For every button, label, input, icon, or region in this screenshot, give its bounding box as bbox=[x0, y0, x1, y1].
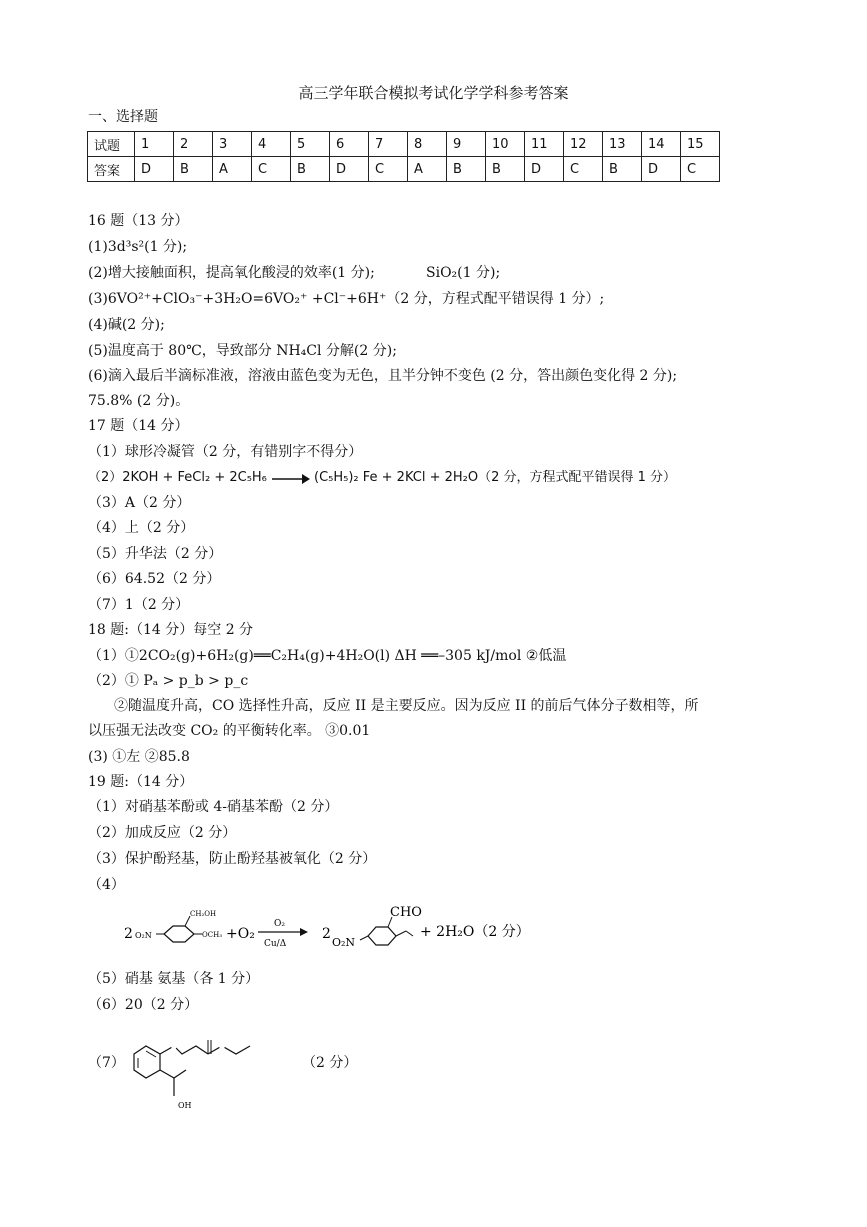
q16-line-3: (3)6VO²⁺+ClO₃⁻+3H₂O=6VO₂⁺ +Cl⁻+6H⁺（2 分，方程式配平错误得 1 分）; bbox=[88, 291, 605, 307]
q17-line-6: （6）64.52（2 分） bbox=[88, 571, 221, 587]
arrow-below-condition: Cu/Δ bbox=[264, 939, 287, 949]
table-cell: B bbox=[174, 157, 213, 182]
q18-line-3: ②随温度升高，CO 选择性升高，反应 II 是主要反应。因为反应 II 的前后气体分子数相等，所 bbox=[114, 698, 699, 714]
plus-oxygen: +O₂ bbox=[226, 926, 255, 942]
q19-line-6: （6）20（2 分） bbox=[88, 997, 199, 1013]
reaction-equation-diagram bbox=[118, 896, 538, 966]
table-cell: 5 bbox=[291, 132, 330, 157]
nitro-group-right: O₂N bbox=[332, 936, 356, 949]
table-header-question: 试题 bbox=[88, 132, 135, 157]
table-row-questions bbox=[88, 132, 720, 157]
table-cell: B bbox=[447, 157, 486, 182]
q16-line-5: (5)温度高于 80℃，导致部分 NH₄Cl 分解(2 分); bbox=[88, 343, 397, 359]
table-cell: 3 bbox=[213, 132, 252, 157]
table-cell: D bbox=[135, 157, 174, 182]
table-cell: C bbox=[369, 157, 408, 182]
q18-line-4: 以压强无法改变 CO₂ 的平衡转化率。 ③0.01 bbox=[88, 723, 371, 739]
reaction-arrow-icon bbox=[270, 472, 310, 486]
table-cell: D bbox=[330, 157, 369, 182]
table-cell: 10 bbox=[486, 132, 525, 157]
coefficient-right: 2 bbox=[322, 926, 331, 942]
q17-heading: 17 题（14 分） bbox=[88, 418, 189, 434]
hydroxymethyl-group: CH₂OH bbox=[190, 910, 217, 918]
q16-line-2a: (2)增大接触面积，提高氧化酸浸的效率(1 分); bbox=[88, 265, 375, 281]
q18-heading: 18 题:（14 分）每空 2 分 bbox=[88, 622, 254, 638]
q18-line-1: （1）①2CO₂(g)+6H₂(g)══C₂H₄(g)+4H₂O(l) ΔH ══–305 kJ/mol ②低温 bbox=[88, 648, 567, 664]
q19-line-7: （7） bbox=[88, 1055, 125, 1071]
table-cell: 13 bbox=[603, 132, 642, 157]
table-cell: 6 bbox=[330, 132, 369, 157]
q16-line-1: (1)3d³s²(1 分); bbox=[88, 239, 188, 255]
section-heading-choice: 一、选择题 bbox=[88, 109, 158, 125]
benzene-ring-reactant bbox=[164, 926, 194, 942]
table-cell: B bbox=[291, 157, 330, 182]
q17-line-5: （5）升华法（2 分） bbox=[88, 546, 223, 562]
q17-line-2b: (C₅H₅)₂ Fe + 2KCl + 2H₂O（2 分，方程式配平错误得 1 分） bbox=[314, 470, 677, 485]
q19-line-3: （3）保护酚羟基，防止酚羟基被氧化（2 分） bbox=[88, 851, 377, 867]
q16-line-6: (6)滴入最后半滴标准液，溶液由蓝色变为无色，且半分钟不变色 (2 分，答出颜色变化得 2 分); bbox=[88, 368, 678, 384]
q19-line-4: （4） bbox=[88, 877, 125, 893]
table-cell: D bbox=[525, 157, 564, 182]
q19-line-1: （1）对硝基苯酚或 4-硝基苯酚（2 分） bbox=[88, 799, 339, 815]
q17-line-7: （7）1（2 分） bbox=[88, 597, 190, 613]
table-cell: C bbox=[681, 157, 720, 182]
table-cell: 2 bbox=[174, 132, 213, 157]
skeletal-structure-diagram bbox=[126, 1016, 276, 1116]
table-cell: 7 bbox=[369, 132, 408, 157]
q18-line-2: （2）① Pₐ > p_b > p_c bbox=[88, 673, 249, 689]
table-cell: C bbox=[564, 157, 603, 182]
table-cell: 9 bbox=[447, 132, 486, 157]
arrow-above-reagent: O₂ bbox=[274, 919, 285, 929]
table-cell: A bbox=[213, 157, 252, 182]
table-cell: B bbox=[486, 157, 525, 182]
methoxy-group: OCH₃ bbox=[202, 931, 223, 939]
aldehyde-group: CHO bbox=[390, 905, 422, 920]
page-title: 高三学年联合模拟考试化学学科参考答案 bbox=[298, 84, 569, 102]
arrow-head-icon bbox=[300, 928, 308, 936]
q19-line-7-score: （2 分） bbox=[302, 1055, 358, 1071]
table-cell: B bbox=[603, 157, 642, 182]
table-cell: 1 bbox=[135, 132, 174, 157]
table-cell: 11 bbox=[525, 132, 564, 157]
q19-heading: 19 题:（14 分） bbox=[88, 774, 194, 790]
product-tail: + 2H₂O（2 分） bbox=[420, 924, 530, 940]
table-cell: D bbox=[642, 157, 681, 182]
q17-line-3: （3）A（2 分） bbox=[88, 495, 191, 511]
q16-heading: 16 题（13 分） bbox=[88, 213, 189, 229]
table-cell: 15 bbox=[681, 132, 720, 157]
hydroxyl-label: OH bbox=[178, 1101, 192, 1110]
table-cell: 4 bbox=[252, 132, 291, 157]
q19-line-5: （5）硝基 氨基（各 1 分） bbox=[88, 971, 260, 987]
table-cell: 12 bbox=[564, 132, 603, 157]
table-row-answers bbox=[88, 157, 720, 182]
table-cell: 8 bbox=[408, 132, 447, 157]
table-cell: C bbox=[252, 157, 291, 182]
q19-line-2: （2）加成反应（2 分） bbox=[88, 825, 237, 841]
q18-line-5: (3) ①左 ②85.8 bbox=[88, 749, 190, 765]
nitro-group-left: O₂N bbox=[135, 931, 152, 940]
table-cell: A bbox=[408, 157, 447, 182]
q16-line-2b: SiO₂(1 分); bbox=[426, 265, 501, 281]
q16-line-7: 75.8% (2 分)。 bbox=[88, 393, 190, 409]
table-cell: 14 bbox=[642, 132, 681, 157]
q16-line-4: (4)碱(2 分); bbox=[88, 317, 165, 333]
q17-line-1: （1）球形冷凝管（2 分，有错别字不得分） bbox=[88, 444, 363, 460]
coefficient-left: 2 bbox=[124, 926, 133, 942]
q17-line-4: （4）上（2 分） bbox=[88, 520, 195, 536]
q17-line-2a: （2）2KOH + FeCl₂ + 2C₅H₆ bbox=[88, 470, 267, 485]
answer-table bbox=[87, 131, 720, 182]
benzene-ring-product bbox=[368, 927, 396, 945]
table-header-answer: 答案 bbox=[88, 157, 135, 182]
